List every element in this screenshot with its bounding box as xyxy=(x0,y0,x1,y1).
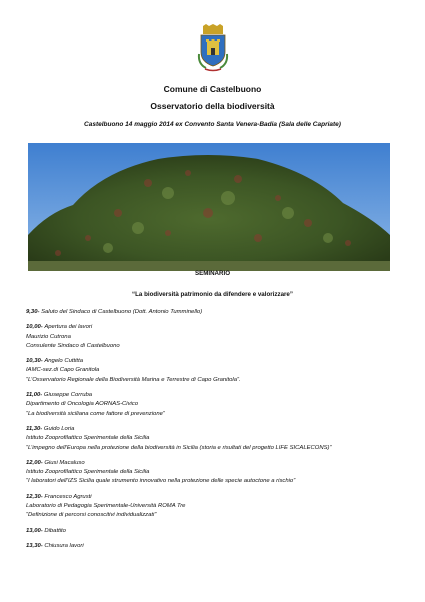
program-line: Giusi Macaluso xyxy=(44,459,85,466)
program-line: Maurizio Cutrona xyxy=(26,333,71,340)
program-line: Giuseppe Corruba xyxy=(43,392,93,399)
program-time: 11,30- xyxy=(26,425,43,432)
program-item xyxy=(26,308,406,317)
program-time: 11,00- xyxy=(26,392,43,399)
program-line: Chiusura lavori xyxy=(44,542,84,549)
program-item xyxy=(26,391,406,419)
program-item xyxy=(26,527,406,536)
program-time: 10,30- xyxy=(26,358,43,365)
program-line: Dipartimento di Oncologia AORNAS-Civico xyxy=(26,401,139,408)
municipal-crest-icon xyxy=(196,24,230,72)
program-line: IAMC-sez.di Capo Granitola xyxy=(26,367,100,374)
program-line: Saluto del Sindaco di Castelbuono (Dott. Antonio Tumminello) xyxy=(41,309,203,315)
program-line: Consulente Sindaco di Castelbuono xyxy=(26,342,120,349)
program-time: 10,00- xyxy=(26,324,43,331)
program-line: Istituto Zooprofilattico Sperimentale della Sicilia xyxy=(26,469,150,476)
program-time: 13,30- xyxy=(26,542,43,549)
program xyxy=(26,308,406,557)
program-line: Apertura dei lavori xyxy=(44,324,93,331)
program-item xyxy=(26,323,406,351)
program-line: “L’impegno dell’Europa nella protezione della biodiversità in Sicilia (storia e risultati del progetto LIFE SICALECONS)” xyxy=(26,444,332,451)
event-date-location: Castelbuono 14 maggio 2014 ex Convento Santa Venera-Badia (Sala delle Capriate) xyxy=(84,121,341,128)
program-time: 12,00- xyxy=(26,459,43,466)
program-line: “I laboratori dell’IZS Sicilia quale strumento innovativo nella protezione delle specie autoctone a rischio” xyxy=(26,478,296,485)
observatory-title: Osservatorio della biodiversità xyxy=(150,101,275,111)
program-item xyxy=(26,357,406,385)
program-line: Dibattito xyxy=(44,527,66,534)
program-time: 13,00- xyxy=(26,527,43,534)
program-line: Laboratorio di Pedagogia Sperimentale-Università ROMA Tre xyxy=(26,503,186,510)
seminar-title: “La biodiversità patrimonio da difendere e valorizzare” xyxy=(132,291,293,298)
program-item xyxy=(26,425,406,453)
program-item xyxy=(26,493,406,521)
program-line: Angelo Cuttitta xyxy=(44,358,83,365)
program-line: Guido Loria xyxy=(43,425,75,432)
seminar-label: SEMINARIO xyxy=(194,270,231,277)
program-line: “Definizione di percorsi conoscitivi individualizzati” xyxy=(26,512,157,519)
program-line: Istituto Zooprofilattico Sperimentale della Sicilia xyxy=(26,435,150,442)
program-time: 9,30- xyxy=(26,309,40,315)
program-line: “L’Osservatorio Regionale della Biodiversità Marina e Terrestre di Capo Granitola”. xyxy=(26,376,241,383)
tree-photo xyxy=(28,143,390,271)
program-time: 12,30- xyxy=(26,493,43,500)
program-line: “La biodiversità siciliana come fattore di prevenzione” xyxy=(26,410,165,417)
program-item xyxy=(26,459,406,487)
program-line: Francesco Agrusti xyxy=(44,493,92,500)
program-item xyxy=(26,542,406,551)
org-title: Comune di Castelbuono xyxy=(163,84,262,94)
